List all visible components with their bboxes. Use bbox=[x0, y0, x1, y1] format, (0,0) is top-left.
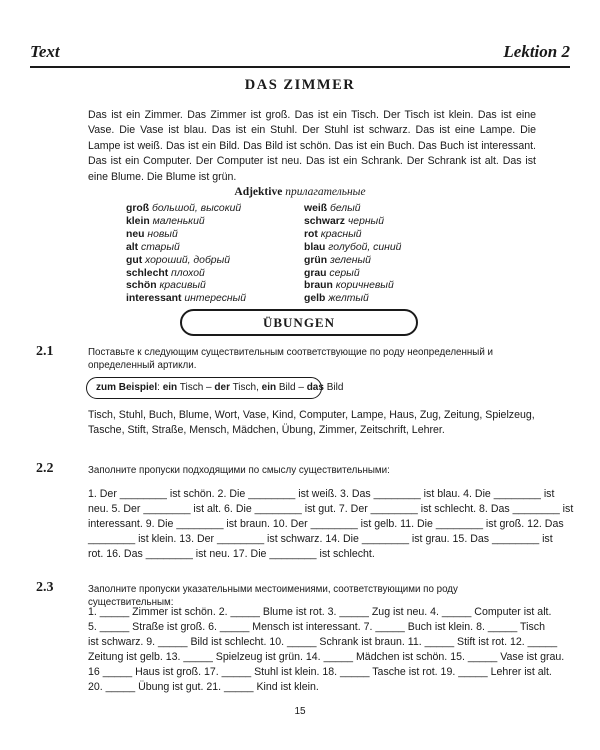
example-label: zum Beispiel bbox=[96, 382, 158, 393]
adjective-ru: желтый bbox=[328, 293, 369, 305]
adjective-ru: новый bbox=[147, 228, 178, 240]
exercise-2-2-line: ________ ist klein. 13. Der ________ ist schwarz. 14. Die ________ ist grau. 15. Das ________ ist bbox=[88, 533, 553, 545]
adjective-entry bbox=[126, 242, 246, 255]
adjective-de: rot bbox=[304, 228, 318, 240]
exercise-2-3-line: 1. _____ Zimmer ist schön. 2. _____ Blume ist rot. 3. _____ Zug ist neu. 4. _____ Computer ist alt. bbox=[88, 606, 552, 618]
adjective-de: braun bbox=[304, 280, 333, 292]
exercises-banner: ÜBUNGEN bbox=[180, 309, 418, 336]
exercise-2-1-instruction: Поставьте к следующим существительным соответствующие по роду неопределенный и определенный артикли. bbox=[88, 347, 494, 371]
exercise-2-2-line: rot. 16. Das ________ ist neu. 17. Die ________ ist schlecht. bbox=[88, 548, 375, 560]
adjective-entry bbox=[304, 293, 401, 306]
adjective-ru: голубой, синий bbox=[328, 241, 402, 253]
adjective-entry bbox=[304, 229, 401, 242]
adjective-de: klein bbox=[126, 215, 150, 227]
adjective-ru: красивый bbox=[159, 280, 206, 292]
exercise-2-3-line: 20. _____ Übung ist gut. 21. _____ Kind ist klein. bbox=[88, 681, 319, 693]
adjective-de: alt bbox=[126, 241, 139, 253]
adjective-de: blau bbox=[304, 241, 326, 253]
adjective-de: grün bbox=[304, 254, 328, 266]
adjectives-column-2 bbox=[304, 203, 401, 306]
adjectives-heading-de: Adjektive bbox=[234, 186, 283, 198]
example-text: Bild – bbox=[276, 382, 307, 393]
adjective-ru: плохой bbox=[171, 267, 205, 279]
header-lesson-label: Lektion 2 bbox=[503, 42, 570, 61]
adjective-ru: большой, высокий bbox=[151, 203, 242, 214]
adjectives-heading-ru: прилагательные bbox=[285, 186, 366, 198]
adjective-ru: коричневый bbox=[335, 280, 394, 292]
example-box bbox=[86, 377, 344, 399]
example-article: ein bbox=[162, 382, 178, 393]
adjective-entry bbox=[304, 255, 401, 268]
adjective-entry bbox=[304, 203, 401, 216]
example-text: Tisch, bbox=[229, 382, 262, 393]
adjective-de: weiß bbox=[304, 203, 328, 214]
adjective-de: grau bbox=[304, 267, 327, 279]
adjective-ru: маленький bbox=[152, 215, 205, 227]
adjective-de: groß bbox=[126, 203, 150, 214]
adjective-entry bbox=[126, 280, 246, 293]
example-text: Bild bbox=[323, 382, 344, 393]
adjective-entry bbox=[126, 216, 246, 229]
reading-paragraph: Das ist ein Zimmer. Das Zimmer ist groß. Das ist ein Tisch. Der Tisch ist klein. Das ist eine Vase. Die Vase ist blau. Das ist ein Stuhl. Der Stuhl ist schwarz. Das ist eine Lampe. Die Lampe ist weiß. Das ist ein Bild. Das Bild ist schön. Das ist ein Buch. Das Buch ist interessant. Das ist ein Computer. Der Computer ist neu. Das ist ein Schrank. Der Schrank ist alt. Das ist eine Blume. Die Blume ist grün. bbox=[88, 109, 536, 183]
adjective-ru: интересный bbox=[184, 293, 247, 305]
example-article: ein bbox=[261, 382, 277, 393]
adjective-de: schön bbox=[126, 280, 157, 292]
exercise-2-3-line: Zeitung ist gelb. 13. _____ Spielzeug ist grün. 14. _____ Mädchen ist schön. 15. _____ Vase ist grau. bbox=[88, 651, 565, 663]
adjective-ru: серый bbox=[329, 267, 360, 279]
exercise-2-1-number: 2.1 bbox=[36, 344, 54, 359]
text-title: DAS ZIMMER bbox=[244, 77, 356, 93]
adjective-ru: зеленый bbox=[329, 254, 371, 266]
example-article: das bbox=[306, 382, 324, 393]
exercise-2-2-line: neu. 5. Der ________ ist alt. 6. Die ________ ist gut. 7. Der ________ ist schlecht. 8. Das ________ ist bbox=[88, 503, 574, 515]
exercise-2-2-line: 1. Der ________ ist schön. 2. Die ________ ist weiß. 3. Das ________ ist blau. 4. Die ________ ist bbox=[88, 488, 555, 500]
adjective-entry bbox=[304, 216, 401, 229]
page-number: 15 bbox=[294, 706, 306, 717]
adjective-entry bbox=[126, 255, 246, 268]
exercise-2-1-word-list: Tisch, Stuhl, Buch, Blume, Wort, Vase, Kind, Computer, Lampe, Haus, Zug, Zeitung, Spielzeug, Tasche, Stift, Straße, Mensch, Mädchen, Übung, Zimmer, Zeitschrift, Lehrer. bbox=[88, 409, 535, 437]
example-article: der bbox=[214, 382, 230, 393]
adjective-entry bbox=[304, 268, 401, 281]
exercise-2-3-line: 16 _____ Haus ist groß. 17. _____ Stuhl ist klein. 18. _____ Tasche ist rot. 19. _____ Lehrer ist alt. bbox=[88, 666, 552, 678]
adjective-de: neu bbox=[126, 228, 145, 240]
adjective-ru: черный bbox=[347, 215, 384, 227]
exercise-2-3-number: 2.3 bbox=[36, 580, 54, 595]
adjective-entry bbox=[126, 203, 246, 216]
adjective-ru: хороший, добрый bbox=[145, 254, 230, 266]
adjective-entry bbox=[126, 293, 246, 306]
adjective-de: gut bbox=[126, 254, 143, 266]
adjective-ru: красный bbox=[320, 228, 362, 240]
example-text: : bbox=[157, 382, 163, 393]
adjective-de: interessant bbox=[126, 293, 182, 305]
example-text: Tisch – bbox=[177, 382, 215, 393]
exercise-2-3-line: 5. _____ Straße ist groß. 6. _____ Mensch ist interessant. 7. _____ Buch ist klein. 8. _____ Tisch bbox=[88, 621, 545, 633]
exercise-2-2-number: 2.2 bbox=[36, 461, 54, 476]
exercise-2-3-instruction: Заполните пропуски указательными местоимениями, соответствующими по роду существительным: bbox=[88, 584, 458, 608]
exercise-2-3-line: ist schwarz. 9. _____ Bild ist schlecht. 10. _____ Schrank ist braun. 11. _____ Stift ist rot. 12. _____ bbox=[88, 636, 558, 648]
exercise-2-2-instruction: Заполните пропуски подходящими по смыслу существительными: bbox=[88, 465, 390, 476]
exercise-2-2-line: interessant. 9. Die ________ ist braun. 10. Der ________ ist gelb. 11. Die ________ ist groß. 12. Das bbox=[88, 518, 564, 530]
adjective-de: schwarz bbox=[304, 215, 346, 227]
adjective-de: gelb bbox=[304, 293, 326, 305]
adjective-entry bbox=[304, 242, 401, 255]
adjective-entry bbox=[304, 280, 401, 293]
adjective-ru: белый bbox=[330, 203, 361, 214]
adjective-entry bbox=[126, 268, 246, 281]
adjective-de: schlecht bbox=[126, 267, 169, 279]
header-section-label: Text bbox=[30, 42, 60, 61]
adjective-entry bbox=[126, 229, 246, 242]
adjective-ru: старый bbox=[141, 241, 180, 253]
page-header bbox=[30, 40, 570, 68]
adjectives-column-1 bbox=[126, 203, 246, 306]
adjectives-heading bbox=[0, 186, 600, 198]
